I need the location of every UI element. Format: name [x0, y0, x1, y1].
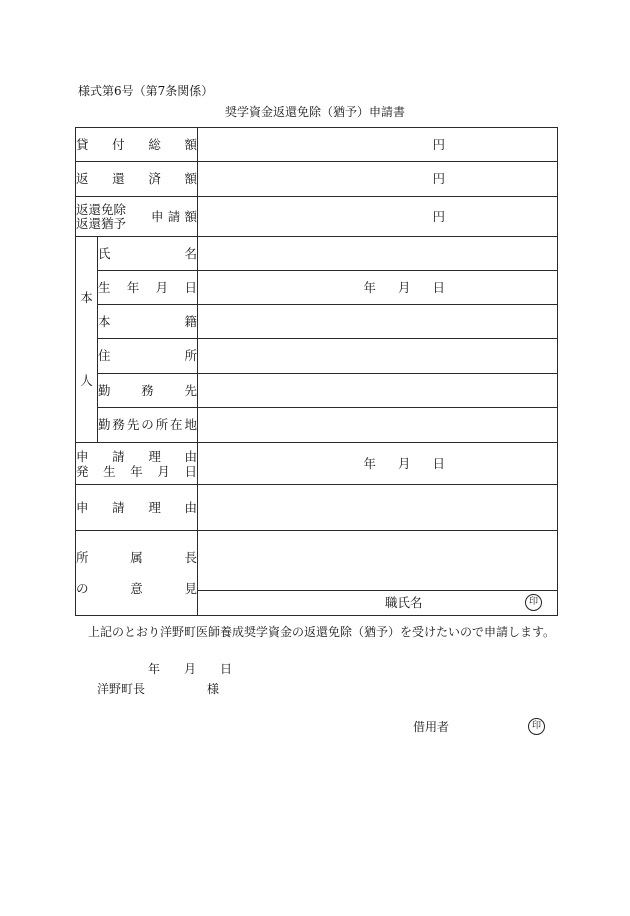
label-char: 属 [130, 549, 143, 565]
domicile-label-cell [98, 305, 198, 339]
label-char: 発 [76, 463, 89, 479]
domicile-row [76, 305, 558, 339]
label-char: 請 [112, 499, 125, 515]
label-char: 長 [184, 549, 197, 565]
day-unit: 日 [220, 662, 233, 676]
label-char: 貸 [76, 136, 89, 152]
supervisor-seal-mark: 印 [525, 594, 542, 611]
label-char: 見 [184, 580, 197, 596]
label-char: 付 [112, 136, 125, 152]
person-group-char-2: 人 [80, 373, 93, 388]
label-char: 勤 [98, 417, 111, 432]
repaid-amount-row [76, 162, 558, 197]
label-char: 額 [184, 136, 197, 152]
loan-total-label-cell [76, 128, 198, 162]
borrower-label: 借用者 [413, 720, 450, 734]
name-label [98, 247, 197, 261]
label-char: 名 [184, 245, 197, 261]
requested-amount-row [76, 197, 558, 237]
person-group-char-1: 本 [80, 290, 93, 305]
label-char: 年 [126, 279, 140, 295]
repaid-amount-label [76, 172, 197, 186]
label-char: 還 [112, 171, 125, 186]
exemption-label: 返還免除 [76, 201, 127, 217]
birthdate-label [98, 281, 197, 295]
birthdate-label-cell [98, 271, 198, 305]
day-unit: 日 [432, 279, 445, 295]
label-char: 理 [148, 499, 161, 515]
name-label-cell [98, 237, 198, 271]
workplace-value-cell [198, 374, 558, 408]
reason-date-label-line1 [76, 449, 197, 464]
workplace-address-row [76, 408, 558, 443]
label-char: 月 [155, 279, 169, 295]
repaid-amount-value-cell [198, 162, 558, 197]
label-char: 請 [112, 448, 125, 464]
signer-title-name-label: 職氏名 [385, 595, 423, 610]
reason-date-value-cell [198, 443, 558, 485]
label-char: 申 [76, 499, 89, 515]
label-char: 先 [184, 382, 197, 398]
year-unit: 年 [363, 279, 376, 295]
loan-total-label [76, 138, 197, 152]
reason-row [76, 485, 558, 531]
repaid-amount-label-cell [76, 162, 198, 197]
label-char: 地 [184, 417, 197, 432]
requested-amount-type-stack [76, 203, 126, 231]
workplace-row [76, 374, 558, 408]
label-char: 由 [184, 499, 197, 515]
person-group-label [76, 237, 98, 443]
domicile-label [98, 315, 197, 329]
label-char: 所 [76, 549, 89, 565]
label-char: の [141, 417, 154, 432]
label-char: 所 [155, 417, 169, 432]
label-char: 日 [184, 279, 197, 295]
month-unit: 月 [397, 455, 411, 471]
label-char: 由 [184, 448, 197, 464]
address-label [98, 349, 197, 363]
requested-amount-label [76, 203, 197, 231]
label-char: 本 [98, 313, 111, 329]
reason-date-template [198, 457, 557, 471]
label-char: 勤 [98, 382, 111, 398]
workplace-address-label-cell [98, 408, 198, 443]
label-char: 済 [148, 171, 161, 186]
borrower-seal-mark: 印 [528, 718, 545, 735]
loan-total-unit: 円 [432, 136, 445, 152]
requested-amount-label-cell [76, 197, 198, 237]
supervisor-signer [198, 591, 557, 615]
application-statement: 上記のとおり洋野町医師養成奨学資金の返還免除（猶予）を受けたいので申請します。 [88, 625, 556, 639]
reason-date-label-cell [76, 443, 198, 485]
month-unit: 月 [397, 279, 411, 295]
label-char: 申 [76, 448, 89, 464]
label-char: 氏 [98, 245, 111, 261]
addressee-honorific: 様 [207, 682, 220, 696]
address-row [76, 339, 558, 374]
requested-amount-value-cell [198, 197, 558, 237]
supervisor-opinion-label-line2 [76, 582, 197, 596]
label-char: の [76, 580, 89, 596]
application-form-table [75, 127, 558, 616]
label-char: 年 [130, 463, 143, 479]
label-char: 生 [103, 463, 116, 479]
workplace-label-cell [98, 374, 198, 408]
supervisor-opinion-label-line1 [76, 551, 197, 565]
label-char: 務 [141, 382, 154, 398]
workplace-label [98, 384, 197, 398]
label-char: 在 [170, 417, 183, 432]
label-char: 務 [112, 417, 125, 432]
month-unit: 月 [184, 662, 197, 676]
year-unit: 年 [363, 455, 376, 471]
document-title: 奨学資金返還免除（猶予）申請書 [224, 105, 405, 119]
birthdate-date-template [198, 281, 557, 295]
label-char: 所 [184, 348, 197, 363]
label-char: 額 [184, 171, 197, 186]
supervisor-opinion-value-cell [198, 531, 558, 591]
supervisor-opinion-label-cell [76, 531, 198, 616]
loan-total-value-cell [198, 128, 558, 162]
label-char: 籍 [184, 313, 197, 329]
application-date-template [148, 662, 232, 676]
address-label-cell [98, 339, 198, 374]
reason-value-cell [198, 485, 558, 531]
label-char: 月 [157, 463, 170, 479]
label-char: 返 [76, 171, 89, 186]
label-char: 意 [130, 580, 143, 596]
loan-total-row [76, 128, 558, 162]
label-char: 生 [98, 279, 111, 295]
person-name-row [76, 237, 558, 271]
birthdate-value-cell [198, 271, 558, 305]
day-unit: 日 [432, 455, 445, 471]
label-char: 請 [167, 208, 181, 224]
workplace-address-label [98, 418, 197, 432]
reason-date-row [76, 443, 558, 485]
birthdate-row [76, 271, 558, 305]
address-value-cell [198, 339, 558, 374]
requested-amount-unit: 円 [432, 208, 445, 224]
label-char: 日 [184, 463, 197, 479]
supervisor-signer-cell [198, 591, 558, 616]
reason-label [76, 501, 197, 515]
label-char: 額 [184, 208, 197, 224]
addressee-name: 洋野町長 [97, 682, 146, 696]
label-char: 理 [148, 448, 161, 464]
year-unit: 年 [148, 662, 161, 676]
reason-label-cell [76, 485, 198, 531]
label-char: 申 [151, 208, 164, 224]
deferment-label: 返還猶予 [76, 215, 127, 231]
workplace-address-value-cell [198, 408, 558, 443]
reason-date-label-line2 [76, 464, 197, 479]
form-number: 様式第6号（第7条関係） [78, 84, 214, 98]
label-char: 先 [126, 417, 140, 432]
supervisor-opinion-row [76, 531, 558, 591]
domicile-value-cell [198, 305, 558, 339]
requested-amount-suffix [151, 210, 197, 224]
label-char: 住 [98, 348, 111, 363]
repaid-amount-unit: 円 [432, 171, 445, 186]
label-char: 総 [148, 136, 161, 152]
name-value-cell [198, 237, 558, 271]
